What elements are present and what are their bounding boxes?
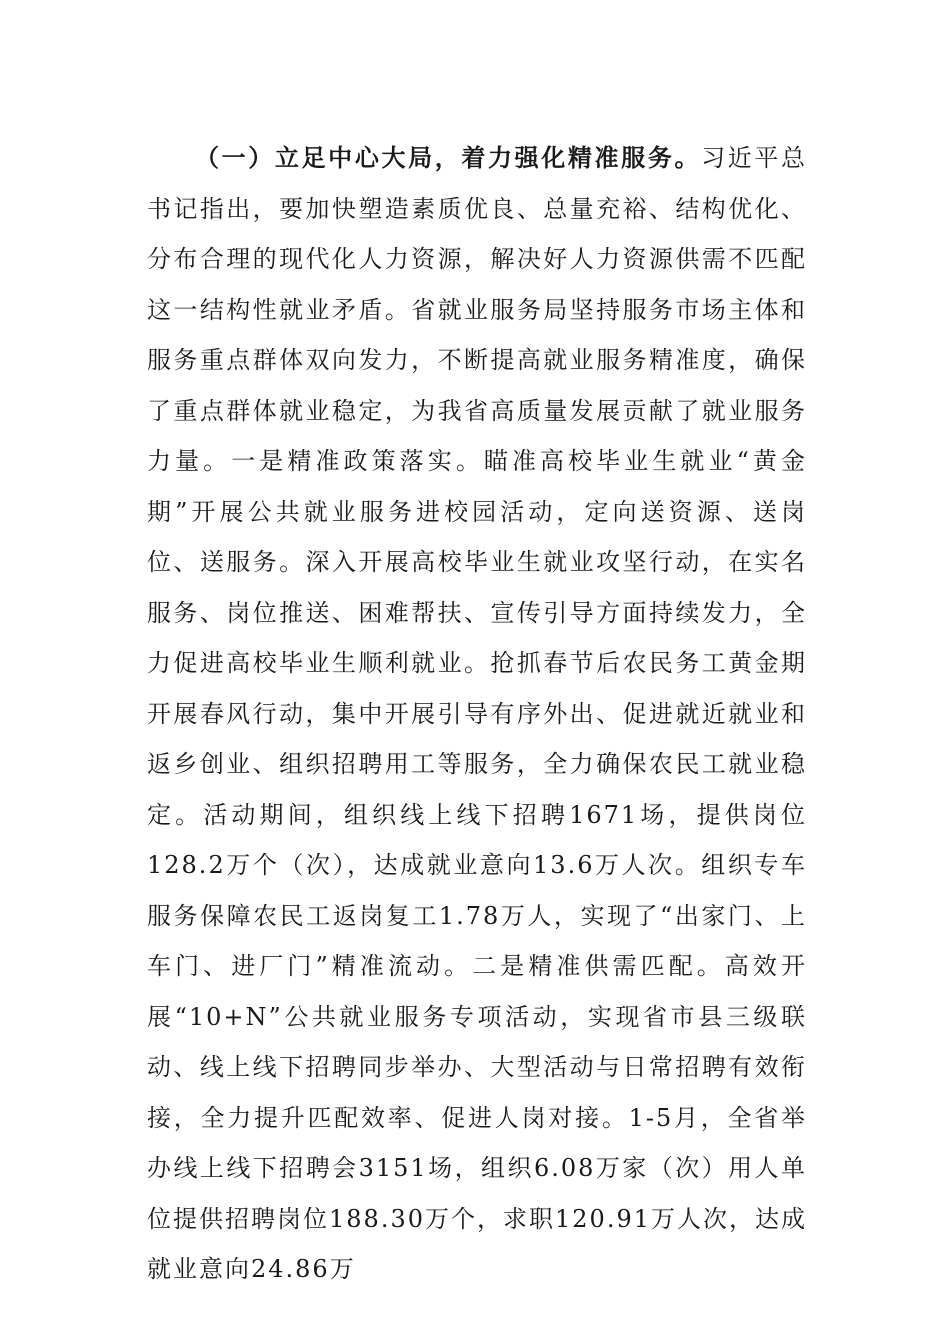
paragraph-body-text: 习近平总书记指出，要加快塑造素质优良、总量充裕、结构优化、分布合理的现代化人力资源，解决好人力资源供需不匹配这一结构性就业矛盾。省就业服务局坚持服务市场主体和服务重点群体双向发力，不断提高就业服务精准度，确保了重点群体就业稳定，为我省高质量发展贡献了就业服务力量。一是精准政策落实。瞄准高校毕业生就业“黄金期”开展公共就业服务进校园活动，定向送资源、送岗位、送服务。深入开展高校毕业生就业攻坚行动，在实名服务、岗位推送、困难帮扶、宣传引导方面持续发力，全力促进高校毕业生顺利就业。抢抓春节后农民务工黄金期开展春风行动，集中开展引导有序外出、促进就近就业和返乡创业、组织招聘用工等服务，全力确保农民工就业稳定。活动期间，组织线上线下招聘1671场，提供岗位128.2万个（次），达成就业意向13.6万人次。组织专车服务保障农民工返岗复工1.78万人，实现了“出家门、上车门、进厂门”精准流动。二是精准供需匹配。高效开展“10+N”公共就业服务专项活动，实现省市县三级联动、线上线下招聘同步举办、大型活动与日常招聘有效衔接，全力提升匹配效率、促进人岗对接。1-5月，全省举办线上线下招聘会3151场，组织6.08万家（次）用人单位提供招聘岗位188.30万个，求职120.91万人次，达成就业意向24.86万	[147, 144, 808, 1283]
body-paragraph	[147, 133, 807, 1295]
paragraph-lead-heading: （一）立足中心大局，着力强化精准服务。	[195, 143, 702, 172]
